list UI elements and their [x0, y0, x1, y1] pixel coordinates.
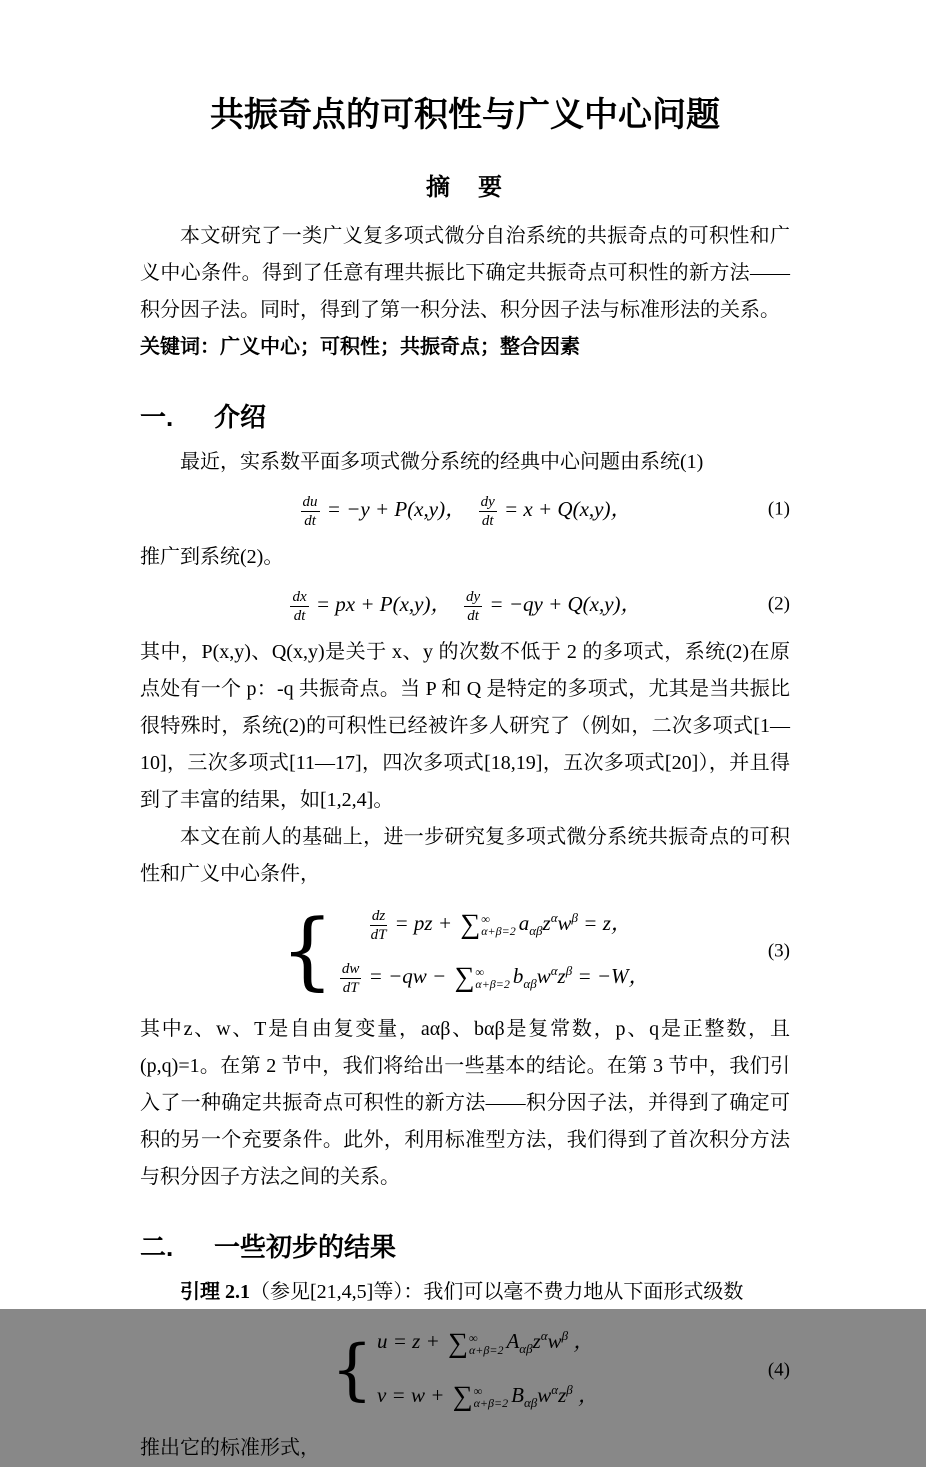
paragraph-further: 本文在前人的基础上，进一步研究复多项式微分系统共振奇点的可积性和广义中心条件，: [140, 826, 790, 885]
equation-3: [140, 898, 790, 1004]
section-2-heading: [140, 1230, 790, 1264]
abstract-body: 本文研究了一类广义复多项式微分自治系统的共振奇点的可积性和广义中心条件。得到了任意有理共振比下确定共振奇点可积性的新方法——积分因子法。同时，得到了第一积分法、积分因子法与标准形法的关系。: [140, 225, 790, 321]
equation-3-line-2: $\frac{dw}{dT}$ = −qw − ∑ ∞ α+β=2 $b_{\alpha\beta}w^\alpha z^\beta = -W$，: [341, 960, 650, 996]
lemma-text: （参见[21,4,5]等）：我们可以毫不费力地从下面形式级数: [250, 1281, 744, 1304]
equation-1: [140, 486, 790, 532]
section-1-number: 一.: [140, 402, 174, 432]
abstract-heading: 摘 要: [426, 174, 504, 201]
equation-4-line-1: u = z + ∑ ∞ α+β=2 $A_{\alpha\beta}z^\alpha w^\beta$ ，: [376, 1327, 595, 1359]
document-title: 共振奇点的可积性与广义中心问题: [210, 96, 720, 134]
paragraph-end: 推出它的标准形式，: [140, 1436, 320, 1459]
equation-3-number: (3): [767, 940, 790, 962]
equation-4-line-2: v = w + ∑ ∞ α+β=2 $B_{\alpha\beta}w^\alpha z^\beta$ ，: [376, 1380, 600, 1412]
lemma-label: 引理 2.1: [180, 1281, 250, 1304]
equation-2-number: (2): [767, 593, 790, 615]
paragraph-after-eq3: 其中z、w、T是自由复变量，aαβ、bαβ是复常数，p、q是正整数，且(p,q)=1。在第 2 节中，我们将给出一些基本的结论。在第 3 节中，我们引入了一种确定共振奇点可积性的新方法——积分因子法，并得到了确定可积的另一个充要条件。此外，利用标准型方法，我们得到了首次积分方法与积分因子方法之间的关系。: [140, 1018, 790, 1189]
equation-4-number: (4): [767, 1359, 790, 1381]
paragraph-extend: 推广到系统(2)。: [140, 546, 284, 568]
lemma-paragraph: [140, 1274, 790, 1311]
section-1-title: 介绍: [214, 402, 267, 432]
equation-3-line-1: $\frac{dz}{dT}$ = pz + ∑ ∞ α+β=2 $a_{\alpha\beta}z^\alpha w^\beta = z$，: [370, 907, 632, 943]
equation-1-number: (1): [767, 498, 790, 520]
left-brace: {: [280, 901, 334, 1000]
equation-1-body: $\frac{du}{dt}$ = −y + P(x,y)， $\frac{dy}{dt}$ = x + Q(x,y)，: [302, 493, 632, 529]
keywords-line: 关键词：广义中心；可积性；共振奇点；整合因素: [140, 336, 580, 358]
paragraph-intro: 最近，实系数平面多项式微分系统的经典中心问题由系统(1): [180, 451, 704, 473]
left-brace: {: [330, 1330, 373, 1408]
section-2-title: 一些初步的结果: [214, 1232, 397, 1263]
section-1-heading: [140, 400, 790, 434]
equation-4: [140, 1316, 790, 1422]
equation-2: [140, 581, 790, 627]
section-2-number: 二.: [140, 1232, 174, 1263]
equation-3-system: [280, 898, 649, 1004]
equation-2-body: $\frac{dx}{dt}$ = px + P(x,y)， $\frac{dy}{dt}$ = −qy + Q(x,y)，: [292, 588, 642, 624]
equation-4-system: [331, 1316, 599, 1422]
paragraph-where: 其中，P(x,y)、Q(x,y)是关于 x、y 的次数不低于 2 的多项式，系统(2)在原点处有一个 p：-q 共振奇点。当 P 和 Q 是特定的多项式，尤其是当共振比很特殊时，系统(2)的可积性已经被许多人研究了（例如，二次多项式[1—10]，三次多项式[11—17]，四次多项式[18,19]，五次多项式[20]），并且得到了丰富的结果，如[1,2,4]。: [140, 641, 790, 811]
